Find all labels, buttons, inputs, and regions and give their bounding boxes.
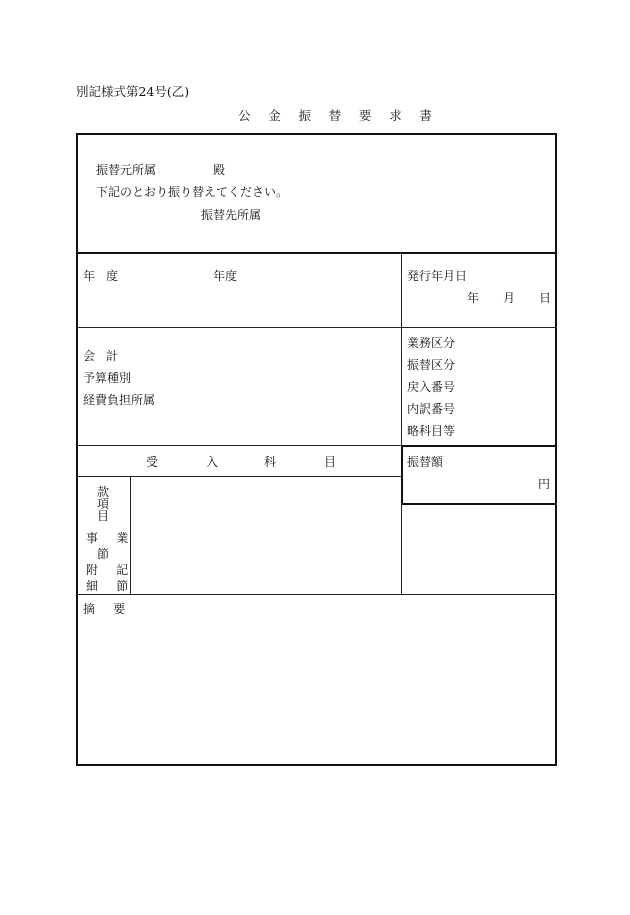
receipt-subject-char-1: 受: [146, 455, 159, 469]
accounts-divider: [77, 445, 402, 446]
kou-label: 項: [97, 497, 110, 511]
budget-type-label: 予算種別: [83, 371, 132, 385]
form-number: 別記様式第24号(乙): [76, 84, 190, 99]
subject-right-divider: [401, 505, 402, 594]
transfer-amount-label: 振替額: [407, 455, 444, 469]
receipt-subject-char-4: 目: [324, 455, 337, 469]
issue-date-label: 発行年月日: [407, 269, 468, 283]
page-title: 公 金 振 替 要 求 書: [238, 108, 439, 123]
item-abbrev-label: 略科目等: [407, 424, 456, 438]
column-divider: [401, 253, 402, 446]
business-class-label: 業務区分: [407, 336, 456, 350]
source-dept-label: 振替元所属: [96, 163, 157, 177]
refund-no-label: 戻入番号: [407, 380, 456, 394]
transfer-class-label: 振替区分: [407, 358, 456, 372]
jigyou-label: 事 業: [86, 531, 136, 545]
dest-dept-label: 振替先所属: [201, 208, 262, 222]
honorific: 殿: [213, 163, 226, 177]
header-divider: [76, 252, 557, 254]
saisetsu-label: 細 節: [86, 579, 136, 593]
transfer-amount-box[interactable]: [401, 445, 557, 505]
summary-label: 摘 要: [83, 602, 133, 616]
year-suffix: 年度: [213, 269, 238, 283]
year-label: 年 度: [83, 269, 122, 283]
receipt-subject-char-2: 入: [206, 455, 219, 469]
yen-unit: 円: [538, 477, 551, 491]
receipt-subject-char-3: 科: [264, 455, 277, 469]
issue-date-year: 年: [467, 291, 480, 305]
issue-date-day: 日: [539, 291, 552, 305]
issue-date-month: 月: [503, 291, 516, 305]
year-row-divider: [77, 327, 556, 328]
request-text: 下記のとおり振り替えてください。: [96, 185, 289, 199]
moku-label: 目: [97, 509, 110, 523]
kaikei-label: 会 計: [83, 349, 122, 363]
setsu-label: 節: [97, 547, 110, 561]
subject-bottom-divider: [77, 594, 556, 595]
fuki-label: 附 記: [86, 563, 136, 577]
receipt-subject-header-divider: [77, 476, 402, 477]
cost-dept-label: 経費負担所属: [83, 393, 156, 407]
breakdown-no-label: 内訳番号: [407, 402, 456, 416]
kan-label: 款: [97, 485, 110, 499]
